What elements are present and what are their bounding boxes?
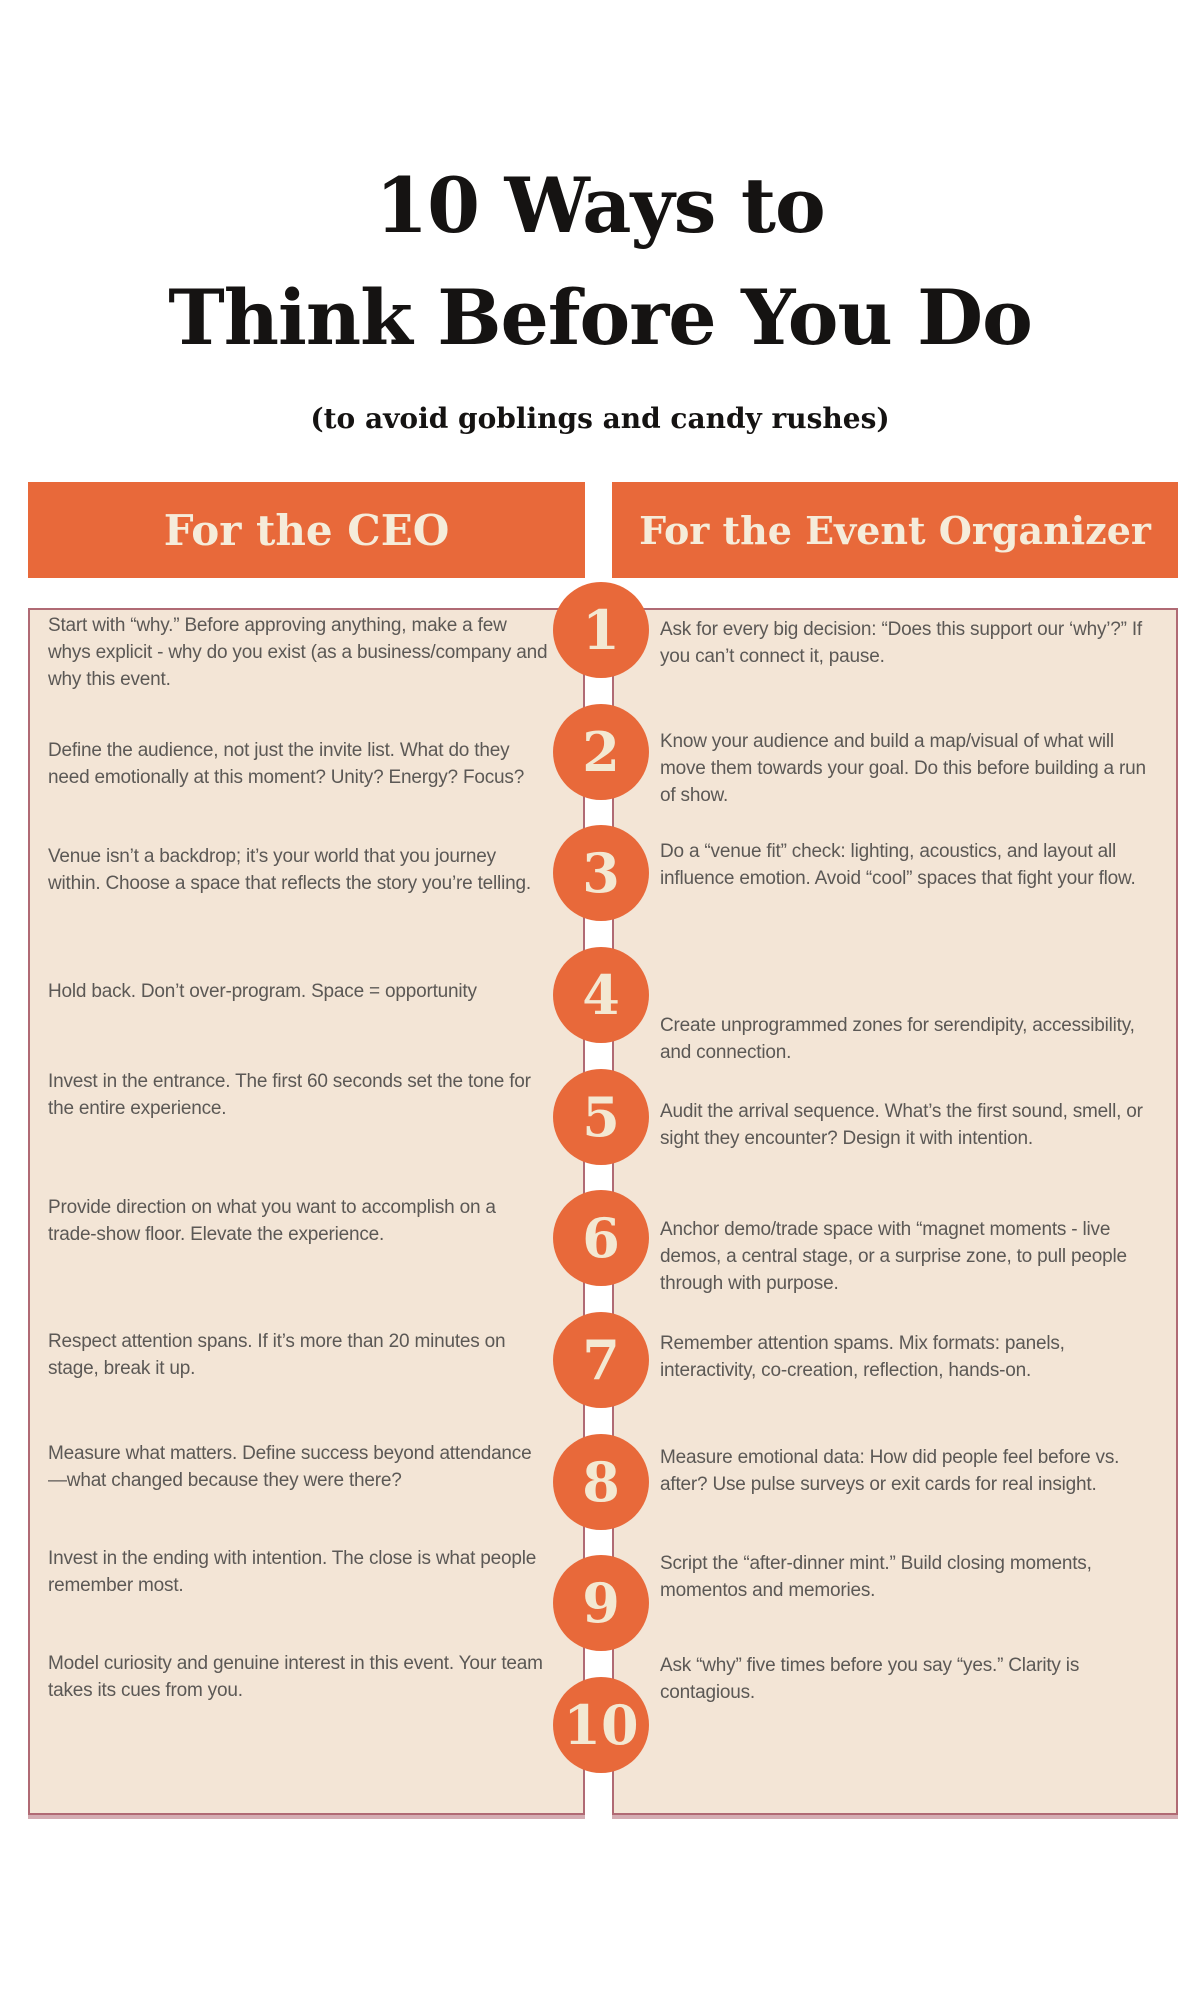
number-badge-5	[553, 1069, 649, 1165]
number-badge-9	[553, 1555, 649, 1651]
number-badge-3	[553, 825, 649, 921]
number-badge-10	[553, 1677, 649, 1773]
organizer-tip-1: Ask for every big decision: “Does this support our ‘why’?” If you can’t connect it, pause.	[660, 619, 1143, 667]
page-title	[0, 150, 1200, 374]
column-header-organizer	[612, 482, 1178, 578]
organizer-tip-6: Anchor demo/trade space with “magnet moments - live demos, a central stage, or a surprise zone, to pull people through with purpose.	[660, 1219, 1127, 1294]
badge-number: 4	[582, 963, 620, 1027]
organizer-tip-4: Create unprogrammed zones for serendipity, accessibility, and connection.	[660, 1015, 1135, 1063]
badge-number: 10	[563, 1693, 639, 1757]
ceo-tip-8: Measure what matters. Define success beyond attendance—what changed because they were there?	[48, 1443, 532, 1491]
ceo-tip-5: Invest in the entrance. The first 60 seconds set the tone for the entire experience.	[48, 1071, 531, 1119]
title-line-2: Think Before You Do	[168, 273, 1032, 362]
ceo-tip-9: Invest in the ending with intention. The close is what people remember most.	[48, 1548, 537, 1596]
number-badge-8	[553, 1434, 649, 1530]
ceo-tip-1: Start with “why.” Before approving anything, make a few whys explicit - why do you exist (as a business/company and why this event.	[48, 615, 548, 690]
number-badge-6	[553, 1190, 649, 1286]
badge-number: 6	[582, 1206, 620, 1270]
badge-number: 5	[582, 1085, 620, 1149]
number-badge-4	[553, 947, 649, 1043]
organizer-tip-3: Do a “venue fit” check: lighting, acoustics, and layout all influence emotion. Avoid “cool” spaces that fight your flow.	[660, 841, 1136, 889]
organizer-tip-5: Audit the arrival sequence. What’s the first sound, smell, or sight they encounter? Design it with intention.	[660, 1101, 1143, 1149]
ceo-tip-4: Hold back. Don’t over-program. Space = opportunity	[48, 981, 477, 1002]
number-badge-1	[553, 582, 649, 678]
organizer-tip-8: Measure emotional data: How did people feel before vs. after? Use pulse surveys or exit cards for real insight.	[660, 1447, 1120, 1495]
badge-number: 8	[582, 1450, 620, 1514]
ceo-tip-7: Respect attention spans. If it’s more than 20 minutes on stage, break it up.	[48, 1331, 506, 1379]
organizer-tip-7: Remember attention spams. Mix formats: panels, interactivity, co-creation, reflection, hands-on.	[660, 1333, 1065, 1381]
number-badge-7	[553, 1312, 649, 1408]
badge-number: 1	[582, 598, 620, 662]
organizer-tip-9: Script the “after-dinner mint.” Build closing moments, momentos and memories.	[660, 1553, 1092, 1601]
ceo-tip-6: Provide direction on what you want to accomplish on a trade-show floor. Elevate the experience.	[48, 1197, 496, 1245]
column-header-ceo-label: For the CEO	[163, 505, 450, 555]
column-header-ceo	[28, 482, 585, 578]
badge-number: 7	[582, 1328, 620, 1392]
page-subtitle: (to avoid goblings and candy rushes)	[310, 402, 890, 435]
organizer-tip-2: Know your audience and build a map/visual of what will move them towards your goal. Do this before building a run of show.	[660, 731, 1146, 806]
ceo-tip-2: Define the audience, not just the invite list. What do they need emotionally at this moment? Unity? Energy? Focus?	[48, 740, 525, 788]
title-line-1: 10 Ways to	[375, 161, 825, 250]
badge-number: 9	[582, 1571, 620, 1635]
organizer-tip-10: Ask “why” five times before you say “yes.” Clarity is contagious.	[660, 1655, 1080, 1703]
column-header-organizer-label: For the Event Organizer	[639, 507, 1151, 553]
badge-number: 3	[582, 841, 620, 905]
ceo-tip-10: Model curiosity and genuine interest in this event. Your team takes its cues from you.	[48, 1653, 543, 1701]
number-badge-2	[553, 704, 649, 800]
badge-number: 2	[582, 720, 620, 784]
ceo-tip-3: Venue isn’t a backdrop; it’s your world that you journey within. Choose a space that reflects the story you’re telling.	[48, 846, 531, 894]
